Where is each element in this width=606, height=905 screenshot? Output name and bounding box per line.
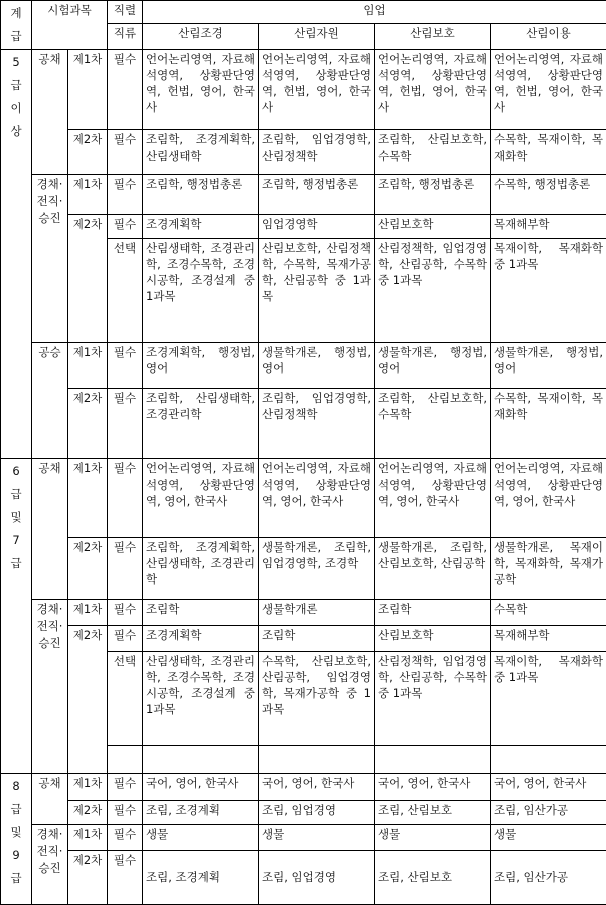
- subject-cell: 임업경영학: [259, 214, 375, 238]
- type-label: 필수: [108, 343, 143, 389]
- subject-cell: 산림보호학: [375, 625, 491, 651]
- type-label: 필수: [108, 130, 143, 174]
- subject-cell: 언어논리영역, 자료해석영역, 상황판단영역, 헌법, 영어, 한국사: [259, 50, 375, 130]
- subject-cell: 수목학, 목재이학, 목재화학: [491, 389, 606, 459]
- stage-label: 제2차: [68, 214, 108, 342]
- subject-cell: 생물학개론, 행정법, 영어: [375, 343, 491, 389]
- subject-cell: 조림학, 임업경영학, 산림정책학: [259, 389, 375, 459]
- blank-cell: [108, 746, 143, 774]
- blank-cell: [491, 746, 606, 774]
- subject-cell: 조림학, 행정법총론: [375, 174, 491, 214]
- header-grade: 계급: [1, 1, 32, 50]
- header-series: 직렬: [108, 1, 143, 24]
- subject-cell: 목재해부학: [491, 625, 606, 651]
- subject-cell: 목재해부학: [491, 214, 606, 238]
- header-job-utilization: 산림이용: [491, 24, 606, 50]
- subject-cell: 산림정책학, 임업경영학, 산림공학, 수목학 중 1과목: [375, 238, 491, 342]
- g5-career-label: 경채·전직·승진: [32, 174, 68, 343]
- header-job-resources: 산림자원: [259, 24, 375, 50]
- subject-cell: 언어논리영역, 자료해석영역, 상황판단영역, 헌법, 영어, 한국사: [143, 50, 259, 130]
- subject-cell: 조림, 산림보호: [375, 800, 491, 824]
- subject-cell: 조림학, 임업경영학, 산림정책학: [259, 130, 375, 174]
- subject-cell: 조림학, 행정법총론: [143, 174, 259, 214]
- subject-cell: 조림학: [259, 625, 375, 651]
- subject-cell: 생물: [491, 824, 606, 850]
- header-forestry: 임업: [143, 1, 606, 24]
- blank-cell: [259, 746, 375, 774]
- type-label: 필수: [108, 537, 143, 599]
- subject-cell: 조경계획학: [143, 214, 259, 238]
- grade-8-9-label: 8급및9급: [1, 774, 32, 905]
- stage-label: 제1차: [68, 459, 108, 537]
- type-label: 필수: [108, 214, 143, 238]
- subject-cell: 국어, 영어, 한국사: [143, 774, 259, 800]
- g67-career-label: 경채·전직·승진: [32, 599, 68, 774]
- stage-label: 제1차: [68, 599, 108, 625]
- subject-cell: 수목학, 목재이학, 목재화학: [491, 130, 606, 174]
- stage-label: 제2차: [68, 625, 108, 773]
- subject-cell: 수목학, 행정법총론: [491, 174, 606, 214]
- subject-cell: 생물학개론, 목재이학, 목재화학, 목재가공학: [491, 537, 606, 599]
- subject-cell: 생물학개론: [259, 599, 375, 625]
- subject-cell: 조림학, 산림생태학, 조경관리학: [143, 389, 259, 459]
- subject-cell: 생물: [259, 824, 375, 850]
- stage-label: 제2차: [68, 389, 108, 459]
- type-label: 필수: [108, 389, 143, 459]
- stage-label: 제2차: [68, 537, 108, 599]
- type-label: 필수: [108, 174, 143, 214]
- g89-open-label: 공채: [32, 774, 68, 824]
- subject-cell: 조림, 임업경영: [259, 850, 375, 904]
- subject-cell: 조림학, 조경계획학, 산림생태학: [143, 130, 259, 174]
- type-label: 필수: [108, 459, 143, 537]
- subject-cell: 언어논리영역, 자료해석영역, 상황판단영역, 헌법, 영어, 한국사: [491, 50, 606, 130]
- subject-cell: 언어논리영역, 자료해석영역, 상황판단영역, 영어, 한국사: [491, 459, 606, 537]
- blank-cell: [143, 746, 259, 774]
- subject-cell: 생물학개론, 조림학, 임업경영학, 조경학: [259, 537, 375, 599]
- subject-cell: 조림, 임산가공: [491, 800, 606, 824]
- subject-cell: 조림학: [143, 599, 259, 625]
- subject-cell: 조림, 임업경영: [259, 800, 375, 824]
- subject-cell: 국어, 영어, 한국사: [491, 774, 606, 800]
- subject-cell: 생물학개론, 행정법, 영어: [259, 343, 375, 389]
- subject-cell: 수목학: [491, 599, 606, 625]
- subject-cell: 조림학: [375, 599, 491, 625]
- subject-cell: 산림정책학, 임업경영학, 산림공학, 수목학 중 1과목: [375, 652, 491, 746]
- stage-label: 제2차: [68, 800, 108, 824]
- subject-cell: 수목학, 산림보호학, 산림공학, 임업경영학, 목재가공학 중 1과목: [259, 652, 375, 746]
- subject-cell: 조경계획학: [143, 625, 259, 651]
- grade-5-label: 5급이상: [1, 50, 32, 459]
- type-label: 필수: [108, 774, 143, 800]
- subject-cell: 산림보호학, 산림정책학, 수목학, 목재가공학, 산림공학 중 1과목: [259, 238, 375, 342]
- type-label: 필수: [108, 850, 143, 904]
- type-label: 선택: [108, 238, 143, 342]
- subject-cell: 언어논리영역, 자료해석영역, 상황판단영역, 영어, 한국사: [259, 459, 375, 537]
- type-label: 필수: [108, 599, 143, 625]
- subject-cell: 언어논리영역, 자료해석영역, 상황판단영역, 영어, 한국사: [375, 459, 491, 537]
- subject-cell: 언어논리영역, 자료해석영역, 상황판단영역, 영어, 한국사: [143, 459, 259, 537]
- stage-label: 제2차: [68, 130, 108, 174]
- stage-label: 제2차: [68, 850, 108, 904]
- subject-cell: 산림생태학, 조경관리학, 조경수목학, 조경시공학, 조경설계 중 1과목: [143, 652, 259, 746]
- subject-cell: 조림학, 산림보호학, 수목학: [375, 130, 491, 174]
- subject-cell: 생물학개론, 행정법, 영어: [491, 343, 606, 389]
- type-label: 필수: [108, 50, 143, 130]
- header-job-protection: 산림보호: [375, 24, 491, 50]
- subject-cell: 언어논리영역, 자료해석영역, 상황판단영역, 헌법, 영어, 한국사: [375, 50, 491, 130]
- g5-open-label: 공채: [32, 50, 68, 174]
- header-category: 직류: [108, 24, 143, 50]
- subject-cell: 목재이학, 목재화학 중 1과목: [491, 238, 606, 342]
- subject-cell: 조림, 산림보호: [375, 850, 491, 904]
- subject-cell: 생물학개론, 조림학, 산림보호학, 산림공학: [375, 537, 491, 599]
- type-label: 필수: [108, 625, 143, 651]
- grade-6-7-label: 6급및7급: [1, 459, 32, 774]
- type-label: 필수: [108, 824, 143, 850]
- g67-open-label: 공채: [32, 459, 68, 599]
- type-label: 선택: [108, 652, 143, 746]
- subject-cell: 조경계획학, 행정법, 영어: [143, 343, 259, 389]
- subject-cell: 조림, 임산가공: [491, 850, 606, 904]
- subject-cell: 목재이학, 목재화학 중 1과목: [491, 652, 606, 746]
- subject-cell: 생물: [375, 824, 491, 850]
- subject-cell: 조림학, 산림보호학, 수목학: [375, 389, 491, 459]
- stage-label: 제1차: [68, 824, 108, 850]
- subject-cell: 조림학, 조경계획학, 산림생태학, 조경관리학: [143, 537, 259, 599]
- g5-public-label: 공승: [32, 343, 68, 459]
- subject-cell: 조림학, 행정법총론: [259, 174, 375, 214]
- subject-cell: 조림, 조경계획: [143, 800, 259, 824]
- blank-cell: [375, 746, 491, 774]
- header-exam-subjects: 시험과목: [32, 1, 108, 50]
- subject-cell: 조림, 조경계획: [143, 850, 259, 904]
- subject-cell: 국어, 영어, 한국사: [259, 774, 375, 800]
- header-job-landscape: 산림조경: [143, 24, 259, 50]
- g89-career-label: 경채·전직·승진: [32, 824, 68, 904]
- stage-label: 제1차: [68, 50, 108, 130]
- stage-label: 제1차: [68, 174, 108, 214]
- stage-label: 제1차: [68, 343, 108, 389]
- type-label: 필수: [108, 800, 143, 824]
- subject-cell: 국어, 영어, 한국사: [375, 774, 491, 800]
- subject-cell: 생물: [143, 824, 259, 850]
- stage-label: 제1차: [68, 774, 108, 800]
- subject-cell: 산림생태학, 조경관리학, 조경수목학, 조경시공학, 조경설계 중 1과목: [143, 238, 259, 342]
- subject-cell: 산림보호학: [375, 214, 491, 238]
